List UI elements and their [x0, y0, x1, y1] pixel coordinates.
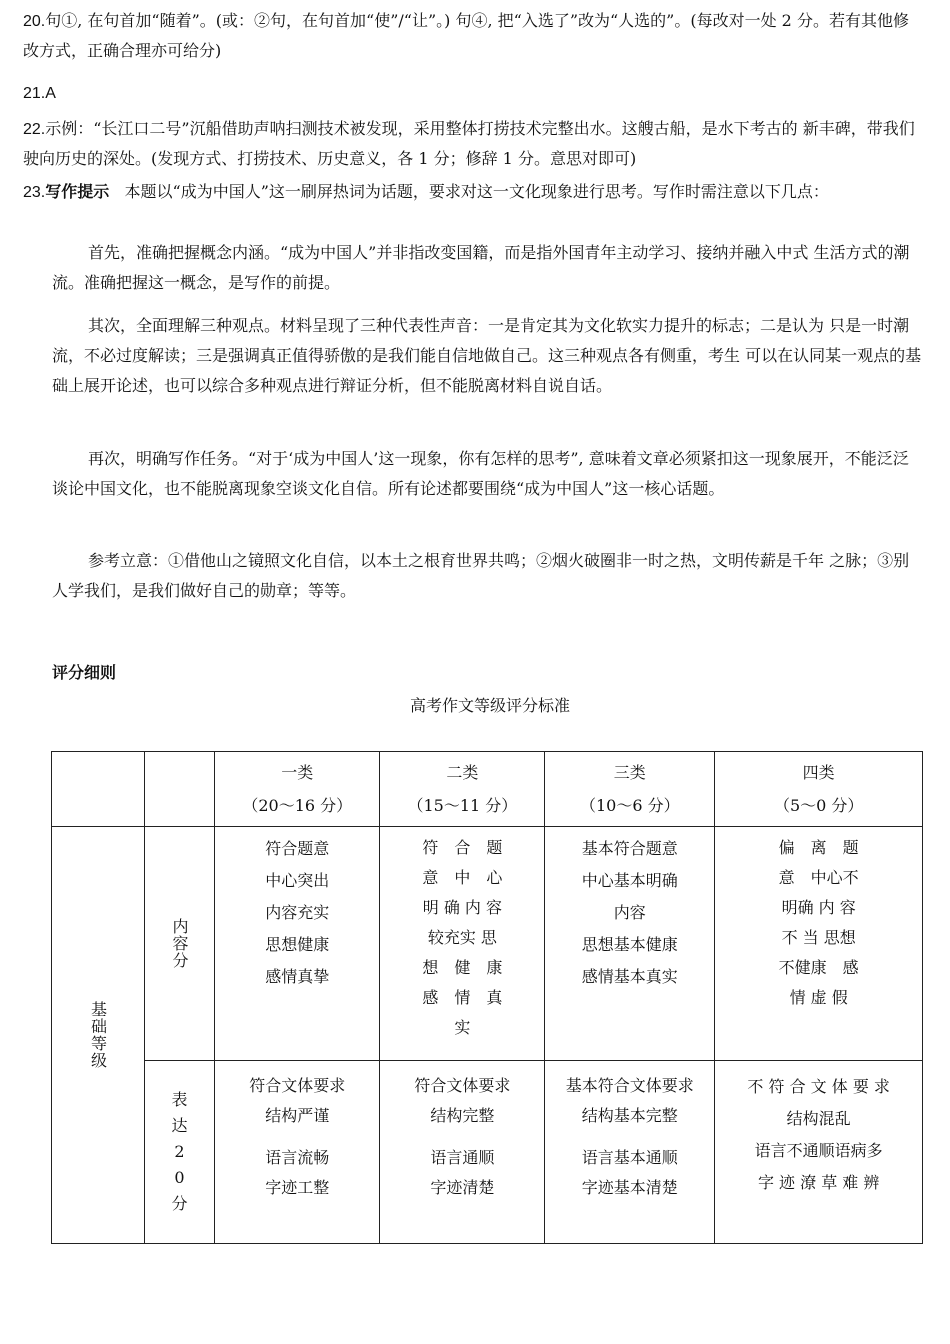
grade-name: 四类 — [802, 763, 835, 782]
criteria-line: 语言通顺 — [430, 1148, 495, 1167]
criteria-line: 字迹基本清楚 — [581, 1178, 678, 1197]
paragraph-viewpoints: 其次，全面理解三种观点。材料呈现了三种代表性声音：一是肯定其为文化软实力提升的标志；二是认为 只是一时潮流，不必过度解读；三是强调真正值得骄傲的是我们能自信地做自己。这三种观点各有侧重，考生 可以在认同某一观点的基础上展开论述，也可以综合多种观点进行辩证分析，但不能脱离材料自说自话。 — [52, 316, 922, 395]
grade-name: 二类 — [446, 763, 479, 782]
criteria-line: 感情基本真实 — [581, 967, 678, 986]
criteria-line: 不 当 思想 — [781, 928, 856, 947]
criteria-line: 明 确 内 容 — [422, 898, 502, 917]
criteria-line: 思想基本健康 — [581, 935, 678, 954]
paragraph-task: 再次，明确写作任务。“对于‘成为中国人’这一现象，你有怎样的思考”, 意味着文章必须紧扣这一现象展开，不能泛泛谈论中国文化，也不能脱离现象空谈文化自信。所有论述都要围绕“成为中国人”这一核心话题。 — [52, 449, 909, 498]
criteria-line: 结构基本完整 — [581, 1106, 678, 1125]
criteria-line: 意 中心不 — [778, 868, 859, 887]
criteria-line: 感情真挚 — [265, 967, 330, 986]
criteria-line: 实 — [454, 1018, 471, 1037]
criteria-line: 想 健 康 — [422, 958, 503, 977]
criteria-line: 中心基本明确 — [581, 871, 678, 890]
answer-21 — [23, 78, 923, 108]
line-spacer — [545, 1131, 714, 1143]
answer-number: 23. — [23, 184, 46, 201]
corner-cell — [145, 752, 215, 827]
answer-text: 示例：“长江口二号”沉船借助声呐扫测技术被发现，采用整体打捞技术完整出水。这艘古船，是水下考古的 新丰碑，带我们驶向历史的深处。(发现方式、打捞技术、历史意义，各 1 分；修辞 1 分。意思对即可) — [23, 119, 915, 168]
row-label: 内容分 — [145, 827, 215, 1061]
answer-text: 句①, 在句首加“随着”。(或：②句，在句首加“使”/“让”。) 句④, 把“入选了”改为“人选的”。(每改对一处 2 分。若有其他修改方式，正确合理亦可给分) — [23, 11, 909, 60]
answer-23 — [23, 177, 923, 207]
criteria-line: 内容 — [613, 903, 646, 922]
rubric-heading: 评分细则 — [52, 663, 117, 682]
answer-number: 21. — [23, 85, 46, 102]
criteria-line: 符 合 题 — [422, 838, 503, 857]
criteria-cell — [545, 827, 715, 1061]
writing-tip-label: 写作提示 — [45, 182, 110, 201]
criteria-line: 语言流畅 — [265, 1148, 330, 1167]
criteria-line: 不健康 感 — [778, 958, 859, 977]
criteria-cell — [380, 827, 545, 1061]
criteria-line: 明确 内 容 — [781, 898, 856, 917]
criteria-line: 结构严谨 — [265, 1106, 330, 1125]
column-header — [380, 752, 545, 827]
criteria-line: 符合文体要求 — [414, 1076, 511, 1095]
column-header — [215, 752, 380, 827]
answer-number: 22. — [23, 121, 46, 138]
grade-range: （15～11 分） — [407, 796, 518, 815]
criteria-line: 符合文体要求 — [249, 1076, 346, 1095]
criteria-cell — [715, 827, 923, 1061]
paragraph-themes: 参考立意：①借他山之镜照文化自信，以本土之根育世界共鸣；②烟火破圈非一时之热，文明传薪是千年 之脉；③别人学我们，是我们做好自己的勋章；等等。 — [52, 551, 910, 600]
criteria-line: 结构完整 — [430, 1106, 495, 1125]
criteria-line: 意 中 心 — [422, 868, 503, 887]
criteria-line: 符合题意 — [265, 839, 330, 858]
criteria-cell — [545, 1061, 715, 1244]
column-header — [545, 752, 715, 827]
criteria-line: 语言基本通顺 — [581, 1148, 678, 1167]
criteria-cell — [215, 827, 380, 1061]
criteria-line: 字迹工整 — [265, 1178, 330, 1197]
column-header — [715, 752, 923, 827]
grade-name: 一类 — [281, 763, 314, 782]
row-label — [145, 1061, 215, 1244]
answer-22 — [23, 114, 923, 173]
row-label-text: 表达20分 — [171, 1090, 188, 1213]
criteria-cell — [715, 1061, 923, 1244]
answer-20 — [23, 6, 923, 65]
criteria-line: 思想健康 — [265, 935, 330, 954]
criteria-line: 语言不通顺语病多 — [754, 1141, 883, 1160]
corner-cell — [52, 752, 145, 827]
criteria-line: 感 情 真 — [422, 988, 503, 1007]
criteria-line: 偏 离 题 — [778, 838, 859, 857]
line-spacer — [215, 1131, 379, 1143]
criteria-cell — [380, 1061, 545, 1244]
grade-range: （5～0 分） — [773, 796, 864, 815]
answer-number: 20. — [23, 13, 46, 30]
grade-name: 三类 — [613, 763, 646, 782]
scoring-table — [51, 751, 923, 1244]
paragraph-concept: 首先，准确把握概念内涵。“成为中国人”并非指改变国籍，而是指外国青年主动学习、接纳并融入中式 生活方式的潮流。准确把握这一概念，是写作的前提。 — [52, 243, 910, 292]
criteria-line: 字迹清楚 — [430, 1178, 495, 1197]
answer-text: 本题以“成为中国人”这一刷屏热词为话题，要求对这一文化现象进行思考。写作时需注意以下几点： — [124, 182, 829, 201]
criteria-cell — [215, 1061, 380, 1244]
criteria-line: 不 符 合 文 体 要 求 — [747, 1077, 890, 1096]
criteria-line: 情 虚 假 — [789, 988, 848, 1007]
criteria-line: 基本符合文体要求 — [565, 1076, 694, 1095]
criteria-line: 较充实 思 — [427, 928, 497, 947]
table-row — [52, 1061, 923, 1244]
table-header-row — [52, 752, 923, 827]
grade-range: （20～16 分） — [242, 796, 353, 815]
group-label: 基础等级 — [52, 827, 145, 1244]
rubric-title: 高考作文等级评分标准 — [409, 696, 570, 715]
answer-text: A — [45, 85, 56, 102]
line-spacer — [380, 1131, 544, 1143]
criteria-line: 内容充实 — [265, 903, 330, 922]
criteria-line: 字 迹 潦 草 难 辨 — [757, 1173, 880, 1192]
table-row — [52, 827, 923, 1061]
grade-range: （10～6 分） — [579, 796, 680, 815]
criteria-line: 基本符合题意 — [581, 839, 678, 858]
criteria-line: 中心突出 — [265, 871, 330, 890]
criteria-line: 结构混乱 — [786, 1109, 851, 1128]
